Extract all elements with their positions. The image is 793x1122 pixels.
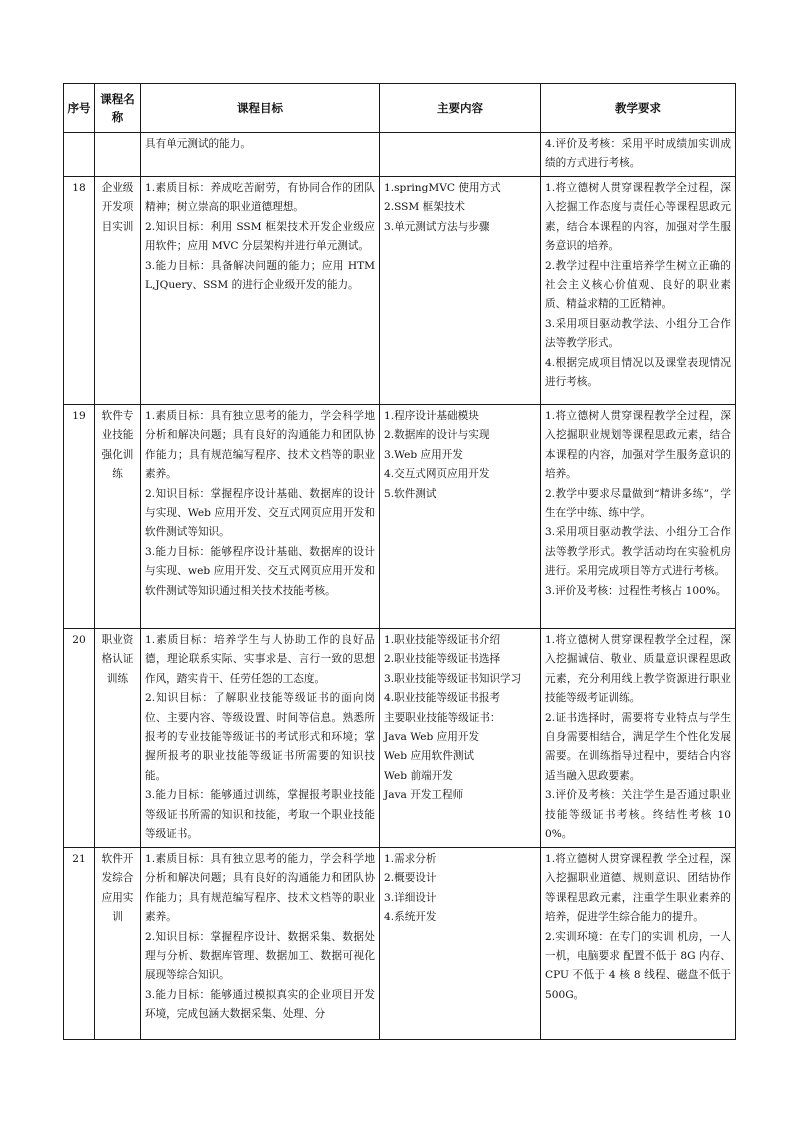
row-main-content — [380, 133, 541, 177]
goal-item: 2.知识目标：利用 SSM 框架技术开发企业级应用软件；应用 MVC 分层架构并进行单元测试。 — [145, 220, 375, 253]
content-item: 2.数据库的设计与实现 — [384, 429, 490, 442]
content-item: 3.详细设计 — [384, 891, 437, 904]
requirement-item: 1.将立德树人贯穿课程教学全过程，深入挖掘职业规划等课程思政元素，结合本课程的内容，加强对学生服务意识的培养。 — [545, 410, 731, 481]
row-course-goal — [141, 405, 380, 629]
content-item: 1.职业技能等级证书介绍 — [384, 634, 501, 646]
row-course-goal — [141, 177, 380, 405]
content-item: 1.需求分析 — [384, 853, 437, 865]
content-item: 3.单元测试方法与步骤 — [384, 220, 490, 233]
requirement-item: 1.将立德树人贯穿课程教 学全过程，深入挖掘职业道德、规则意识、团结协作等课程思政元素，注重学生职业素养的培养，促进学生综合能力的提升。 — [545, 853, 731, 924]
requirement-item: 3.评价及考核：过程性考核占 100%。 — [545, 584, 727, 597]
curriculum-table — [63, 83, 736, 1040]
header-course-goal: 课程目标 — [141, 84, 380, 133]
requirement-item: 1.将立德树人贯穿课程教学全过程，深入挖掘工作态度与责任心等课程思政元素，结合本课程的内容，加强对学生服务意识的培养。 — [545, 182, 731, 253]
document-page — [63, 83, 735, 1040]
goal-item: 具有单元测试的能力。 — [145, 138, 251, 150]
table-row — [64, 177, 736, 405]
row-seq — [64, 133, 95, 177]
goal-item: 1.素质目标：具有独立思考的能力，学会科学地分析和解决问题；具有良好的沟通能力和团队协作能力；具有规范编写程序、技术文档等的职业素养。 — [145, 853, 375, 924]
content-item: Web 应用软件测试 — [384, 750, 475, 763]
row-teaching-requirements — [541, 177, 736, 405]
content-item: 4.职业技能等级证书报考 — [384, 692, 501, 705]
content-item: 2.概要设计 — [384, 872, 437, 885]
goal-item: 1.素质目标：养成吃苦耐劳，有协同合作的团队精神；树立崇高的职业道德理想。 — [145, 182, 375, 214]
content-item: 1.springMVC 使用方式 — [384, 182, 501, 194]
row-course-goal — [141, 848, 380, 1040]
row-teaching-requirements — [541, 848, 736, 1040]
table-row — [64, 629, 736, 848]
row-course-name — [95, 133, 141, 177]
requirement-item: 4.根据完成项目情况以及课堂表现情况进行考核。 — [545, 356, 731, 389]
content-item: 4.系统开发 — [384, 911, 437, 924]
requirement-item: 1.将立德树人贯穿课程教学全过程，深入挖掘诚信、敬业、质量意识课程思政元素，充分利用线上教学资源进行职业技能等级考证训练。 — [545, 634, 731, 705]
content-item: 3.Web 应用开发 — [384, 448, 463, 461]
goal-item: 2.知识目标：了解职业技能等级证书的面向岗位、主要内容、等级设置、时间等信息。熟悉所报考的专业技能等级证书的考试形式和环境；掌握所报考的职业技能等级证书所需要的知识技能。 — [145, 692, 375, 782]
row-main-content — [380, 405, 541, 629]
row-course-goal — [141, 629, 380, 848]
row-main-content — [380, 177, 541, 405]
requirement-item: 2.教学中要求尽量做到“精讲多练”，学生在学中练、练中学。 — [545, 487, 731, 520]
requirement-item: 3.采用项目驱动教学法、小组分工合作法等教学形式。 — [545, 317, 731, 350]
requirement-item: 2.实训环境：在专门的实训 机房，一人一机，电脑要求 配置不低于 8G 内存、CPU 不低于 4 核 8 线程、磁盘不低于 500G。 — [545, 930, 731, 1001]
content-item: 4.交互式网页应用开发 — [384, 468, 490, 481]
row-course-name: 职业资格认证训练 — [95, 629, 141, 848]
goal-item: 2.知识目标：掌握程序设计基础、数据库的设计与实现、Web 应用开发、交互式网页应用开发和软件测试等知识。 — [145, 487, 375, 539]
header-seq: 序号 — [64, 84, 95, 133]
row-main-content — [380, 848, 541, 1040]
content-item: 2.职业技能等级证书选择 — [384, 653, 501, 666]
row-course-goal — [141, 133, 380, 177]
goal-item: 3.能力目标：能够通过模拟真实的企业项目开发环境，完成包涵大数据采集、处理、分 — [145, 988, 375, 1021]
row-seq: 21 — [64, 848, 95, 1040]
requirement-item: 3.采用项目驱动教学法、小组分工合作法等教学形式。教学活动均在实验机房进行。采用完成项目等方式进行考核。 — [545, 526, 731, 578]
table-row — [64, 133, 736, 177]
header-course-name: 课程名称 — [95, 84, 141, 133]
goal-item: 3.能力目标：能够程序设计基础、数据库的设计与实现、web 应用开发、交互式网页应用开发和软件测试等知识通过相关技术技能考核。 — [145, 545, 375, 597]
goal-item: 1.素质目标：具有独立思考的能力，学会科学地分析和解决问题；具有良好的沟通能力和团队协作能力；具有规范编写程序、技术文档等的职业素养。 — [145, 410, 375, 481]
row-course-name: 软件开发综合应用实训 — [95, 848, 141, 1040]
row-seq: 19 — [64, 405, 95, 629]
header-teaching-requirements: 教学要求 — [541, 84, 736, 133]
row-seq: 18 — [64, 177, 95, 405]
header-main-content: 主要内容 — [380, 84, 541, 133]
row-main-content — [380, 629, 541, 848]
row-teaching-requirements — [541, 405, 736, 629]
table-row — [64, 405, 736, 629]
goal-item: 3.能力目标：能够通过训练，掌握报考职业技能等级证书所需的知识和技能，考取一个职业技能等级证书。 — [145, 789, 375, 841]
content-item: Java Web 应用开发 — [384, 731, 480, 744]
content-item: Web 前端开发 — [384, 769, 453, 782]
row-course-name: 软件专业技能强化训练 — [95, 405, 141, 629]
goal-item: 2.知识目标：掌握程序设计、数据采集、数据处理与分析、数据库管理、数据加工、数据可视化展现等综合知识。 — [145, 930, 375, 982]
content-item: 5.软件测试 — [384, 487, 437, 500]
content-item: 2.SSM 框架技术 — [384, 201, 466, 214]
requirement-item: 2.证书选择时，需要将专业特点与学生自身需要相结合，满足学生个性化发展需要。在训练指导过程中，要结合内容适当融入思政要素。 — [545, 711, 731, 782]
requirement-item: 2.教学过程中注重培养学生树立正确的社会主义核心价值观、良好的职业素质、精益求精的工匠精神。 — [545, 259, 731, 311]
table-header-row — [64, 84, 736, 133]
table-row — [64, 848, 736, 1040]
row-course-name: 企业级开发项目实训 — [95, 177, 141, 405]
goal-item: 3.能力目标：具备解决问题的能力；应用 HTML,JQuery、SSM 的进行企业级开发的能力。 — [145, 259, 375, 292]
row-seq: 20 — [64, 629, 95, 848]
goal-item: 1.素质目标：培养学生与人协助工作的良好品德，理论联系实际、实事求是、言行一致的思想作风，踏实肯干、任劳任怨的工态度。 — [145, 634, 375, 685]
content-item: 主要职业技能等级证书： — [384, 711, 501, 724]
content-item: 1.程序设计基础模块 — [384, 410, 479, 422]
requirement-item: 3.评价及考核：关注学生是否通过职业技能等级证书考核。终结性考核 100%。 — [545, 789, 731, 841]
row-teaching-requirements — [541, 133, 736, 177]
requirement-item: 4.评价及考核：采用平时成绩加实训成绩的方式进行考核。 — [545, 138, 731, 170]
row-teaching-requirements — [541, 629, 736, 848]
content-item: 3.职业技能等级证书知识学习 — [384, 672, 522, 685]
content-item: Java 开发工程师 — [384, 789, 464, 802]
